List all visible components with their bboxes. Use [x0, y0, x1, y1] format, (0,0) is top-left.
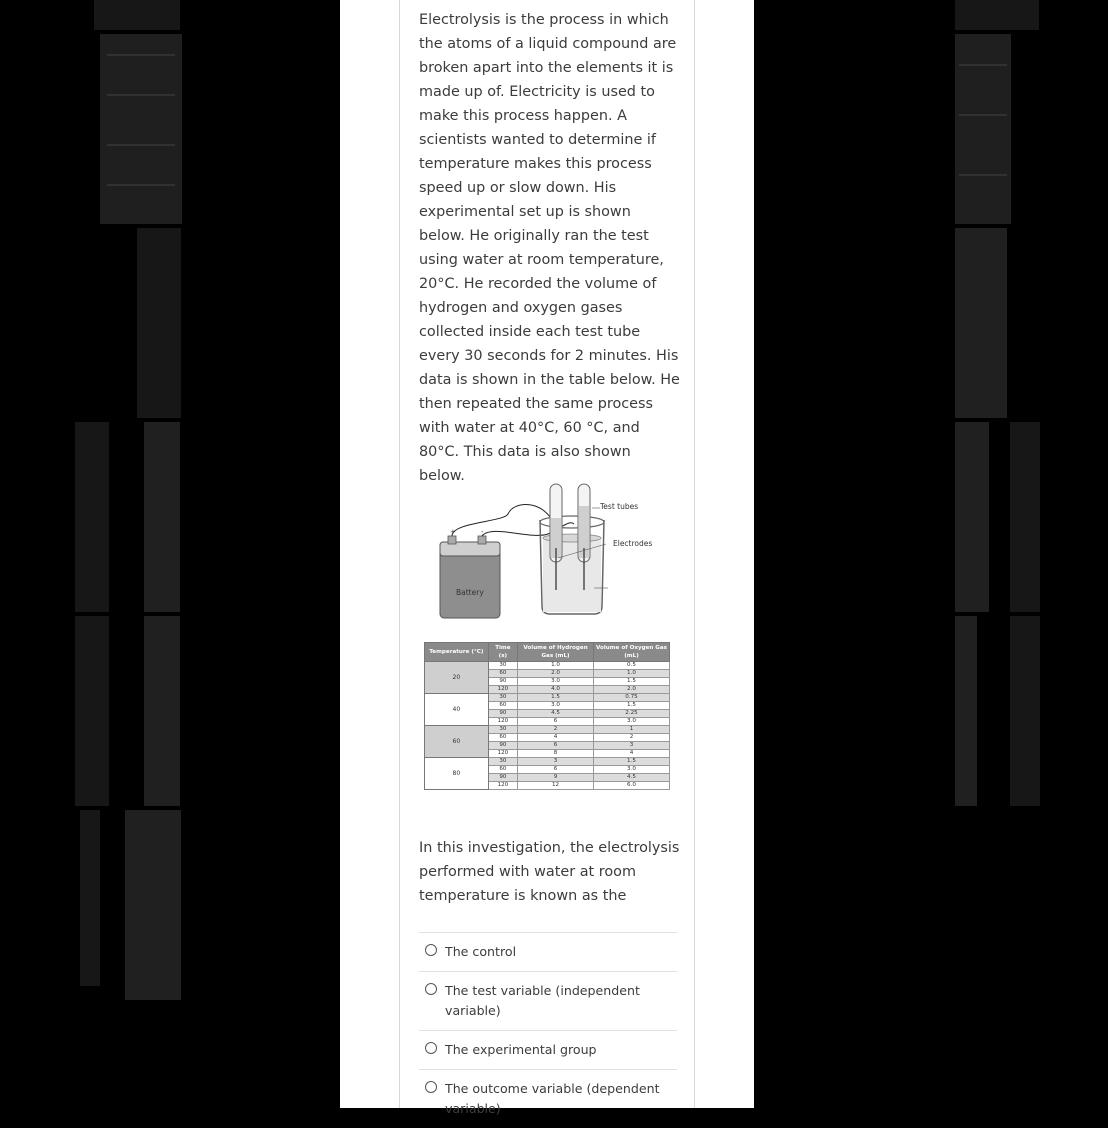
content-panel: [340, 0, 754, 1116]
table-cell: 4.5: [594, 774, 670, 782]
table-cell: 30: [488, 662, 517, 670]
data-table-wrapper: [424, 642, 670, 790]
table-cell: 3: [518, 758, 594, 766]
table-cell: 6: [518, 718, 594, 726]
background-thumbnail: [955, 422, 989, 612]
temperature-cell: 20: [425, 662, 489, 694]
table-cell: 60: [488, 734, 517, 742]
table-row: [425, 694, 670, 702]
battery-icon: [440, 536, 500, 618]
table-cell: 2: [594, 734, 670, 742]
background-thumbnail: [144, 616, 180, 806]
table-row: [425, 758, 670, 766]
table-cell: 30: [488, 694, 517, 702]
table-cell: 6: [518, 742, 594, 750]
minus-sign: -: [481, 528, 484, 536]
column-header: Temperature (°C): [425, 643, 489, 662]
table-cell: 3.0: [594, 718, 670, 726]
battery-label: Battery: [456, 588, 484, 597]
table-cell: 90: [488, 678, 517, 686]
answer-option-outcome-variable[interactable]: [419, 1069, 677, 1128]
table-cell: 3.0: [518, 702, 594, 710]
table-cell: 120: [488, 686, 517, 694]
table-cell: 3: [594, 742, 670, 750]
table-cell: 60: [488, 766, 517, 774]
temperature-cell: 40: [425, 694, 489, 726]
background-thumbnail: [75, 422, 109, 612]
table-cell: 2.25: [594, 710, 670, 718]
table-cell: 60: [488, 670, 517, 678]
answer-option-label: The experimental group: [445, 1042, 597, 1057]
table-cell: 2: [518, 726, 594, 734]
temperature-cell: 80: [425, 758, 489, 790]
table-cell: 0.5: [594, 662, 670, 670]
electrolysis-diagram: [434, 478, 674, 628]
answer-option-label: The control: [445, 944, 517, 959]
answer-options: [419, 932, 677, 1128]
electrodes-label: Electrodes: [613, 539, 653, 548]
radio-button[interactable]: [425, 1042, 437, 1054]
table-cell: 4.5: [518, 710, 594, 718]
background-thumbnail: [125, 810, 181, 1000]
table-cell: 90: [488, 710, 517, 718]
answer-option-test-variable[interactable]: [419, 971, 677, 1030]
table-cell: 120: [488, 750, 517, 758]
table-cell: 1: [594, 726, 670, 734]
radio-button[interactable]: [425, 1081, 437, 1093]
table-cell: 120: [488, 782, 517, 790]
column-header: Volume of Oxygen Gas (mL): [594, 643, 670, 662]
background-thumbnail: [137, 228, 181, 418]
table-cell: 1.0: [594, 670, 670, 678]
table-cell: 90: [488, 774, 517, 782]
background-thumbnail: [94, 0, 180, 30]
radio-button[interactable]: [425, 944, 437, 956]
answer-option-experimental-group[interactable]: [419, 1030, 677, 1069]
test-tubes-label: Test tubes: [600, 502, 639, 511]
table-cell: 30: [488, 758, 517, 766]
answer-option-control[interactable]: [419, 932, 677, 971]
background-thumbnail: [80, 810, 100, 986]
plus-sign: +: [450, 528, 456, 536]
table-body: [425, 662, 670, 790]
background-thumbnail: [144, 422, 180, 612]
answer-option-label: The outcome variable (dependent variable): [445, 1081, 660, 1116]
background-thumbnail: [75, 616, 109, 806]
table-cell: 60: [488, 702, 517, 710]
background-thumbnail: [1010, 616, 1040, 806]
table-cell: 0.75: [594, 694, 670, 702]
table-cell: 1.5: [594, 702, 670, 710]
temperature-cell: 60: [425, 726, 489, 758]
table-cell: 3.0: [594, 766, 670, 774]
table-cell: 1.5: [518, 694, 594, 702]
table-cell: 6.0: [594, 782, 670, 790]
background-thumbnail: [955, 616, 977, 806]
table-cell: 1.0: [518, 662, 594, 670]
data-table: [424, 642, 670, 790]
background-thumbnail: [1010, 422, 1040, 612]
table-cell: 1.5: [594, 678, 670, 686]
table-cell: 1.5: [594, 758, 670, 766]
background-thumbnail: [955, 34, 1011, 224]
column-header: Volume of Hydrogen Gas (mL): [518, 643, 594, 662]
table-cell: 9: [518, 774, 594, 782]
background-thumbnail: [100, 34, 182, 224]
table-cell: 90: [488, 742, 517, 750]
table-cell: 6: [518, 766, 594, 774]
table-cell: 8: [518, 750, 594, 758]
table-cell: 30: [488, 726, 517, 734]
table-cell: 2.0: [594, 686, 670, 694]
table-row: [425, 662, 670, 670]
question-text: Electrolysis is the process in which the atoms of a liquid compound are broken apart into the elements it is made up of. Electricity is used to make this process happen. A scientists wanted to determine if temperature makes this process speed up or slow down. His experimental set up is shown below. He originally ran the test using water at room temperature, 20°C. He recorded the volume of hydrogen and oxygen gases collected inside each test tube every 30 seconds for 2 minutes. His data is shown in the table below. He then repeated the same process with water at 40°C, 60 °C, and 80°C. This data is also shown below.: [419, 12, 680, 484]
question-prompt: In this investigation, the electrolysis performed with water at room temperature is known as the: [419, 840, 680, 904]
table-cell: 2.0: [518, 670, 594, 678]
question-card: [399, 0, 695, 1116]
table-cell: 4: [594, 750, 670, 758]
column-header: Time (s): [488, 643, 517, 662]
background-thumbnail: [955, 0, 1039, 30]
answer-option-label: The test variable (independent variable): [445, 983, 640, 1018]
background-thumbnail: [955, 228, 1007, 418]
table-header-row: [425, 643, 670, 662]
radio-button[interactable]: [425, 983, 437, 995]
table-cell: 4.0: [518, 686, 594, 694]
table-cell: 3.0: [518, 678, 594, 686]
table-cell: 12: [518, 782, 594, 790]
table-cell: 4: [518, 734, 594, 742]
table-cell: 120: [488, 718, 517, 726]
table-row: [425, 726, 670, 734]
